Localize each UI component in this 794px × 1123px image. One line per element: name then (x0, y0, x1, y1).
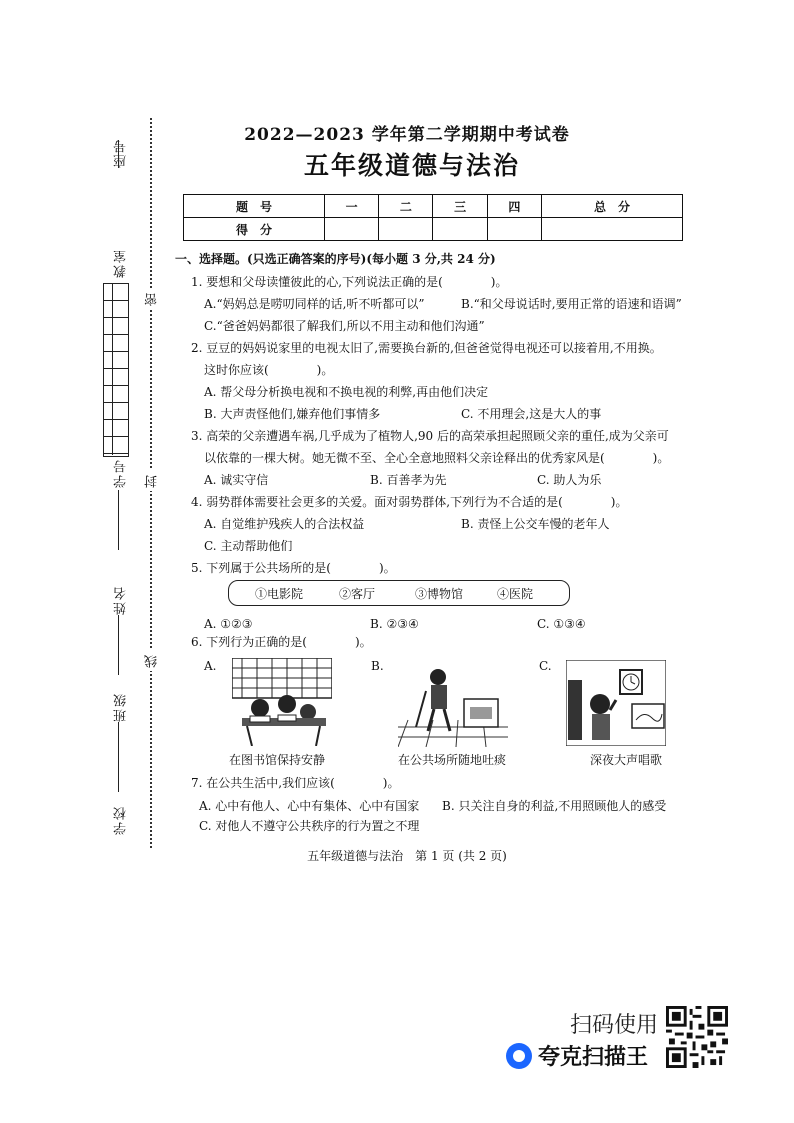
score-table-header-row (184, 195, 683, 218)
score-input-cell[interactable] (379, 218, 433, 241)
seat-no-label: 座号 (114, 138, 129, 168)
qr-code-icon[interactable] (666, 1006, 728, 1068)
score-table-score-row (184, 218, 683, 241)
q5-place-1: ①电影院 (255, 587, 304, 601)
q1-option-c[interactable]: C.“爸爸妈妈都很了解我们,所以不用主动和他们沟通” (204, 319, 485, 333)
seal-char-3: 线 (143, 650, 162, 671)
spitting-illustration (398, 665, 508, 747)
singing-illustration (566, 660, 666, 746)
section1-heading: 一、选择题。(只选正确答案的序号)(每小题 3 分,共 24 分) (175, 252, 496, 266)
q6-option-b-label[interactable]: B. (371, 659, 384, 673)
q7-option-b[interactable]: B. 只关注自身的利益,不用照顾他人的感受 (442, 799, 667, 813)
score-table-cell: 总 分 (541, 195, 682, 218)
score-input-cell[interactable] (433, 218, 487, 241)
q3-option-a[interactable]: A. 诚实守信 (204, 473, 269, 487)
score-table-cell: 四 (487, 195, 541, 218)
score-table-cell: 三 (433, 195, 487, 218)
quark-logo-icon (506, 1043, 532, 1069)
q1-option-b[interactable]: B.“和父母说话时,要用正常的语速和语调” (461, 297, 682, 311)
q4-option-c[interactable]: C. 主动帮助他们 (204, 539, 293, 553)
q3-option-b[interactable]: B. 百善孝为先 (370, 473, 447, 487)
class-line (118, 722, 119, 792)
seal-char-2: 封 (143, 470, 162, 491)
exam-title: 2022—2023 学年第二学期期中考试卷 (244, 125, 570, 145)
q4-option-b[interactable]: B. 责怪上公交车慢的老年人 (461, 517, 610, 531)
score-table-cell: 二 (379, 195, 433, 218)
q5-places-box (228, 580, 570, 606)
school-label: 学校 (114, 805, 129, 835)
q5-option-c[interactable]: C. ①③④ (537, 617, 586, 631)
q3-option-c[interactable]: C. 助人为乐 (537, 473, 602, 487)
q6-stem: 6. 下列行为正确的是( )。 (191, 635, 372, 649)
q3-stem-cont: 以依靠的一棵大树。她无微不至、全心全意地照料父亲诠释出的优秀家风是( )。 (204, 451, 670, 465)
q5-place-4: ④医院 (497, 587, 534, 601)
subject-title: 五年级道德与法治 (303, 151, 520, 180)
score-input-cell[interactable] (324, 218, 378, 241)
q2-stem-cont: 这时你应该( )。 (204, 363, 334, 377)
score-table (183, 194, 683, 241)
student-no-boxes[interactable] (103, 283, 129, 457)
brand-name: 夸克扫描王 (538, 1045, 649, 1070)
student-no-line (118, 490, 119, 550)
q2-stem: 2. 豆豆的妈妈说家里的电视太旧了,需要换台新的,但爸爸觉得电视还可以接着用,不用换。 (191, 341, 662, 355)
scan-label: 扫码使用 (570, 1013, 659, 1038)
q2-option-b[interactable]: B. 大声责怪他们,嫌弃他们事情多 (204, 407, 381, 421)
q3-stem: 3. 高荣的父亲遭遇车祸,几乎成为了植物人,90 后的高荣承担起照顾父亲的重任,成为父亲可 (191, 429, 669, 443)
q6-option-c-label[interactable]: C. (539, 659, 552, 673)
q6-option-a-label[interactable]: A. (204, 659, 217, 673)
q1-stem: 1. 要想和父母读懂彼此的心,下列说法正确的是( )。 (191, 275, 508, 289)
q7-stem: 7. 在公共生活中,我们应该( )。 (191, 776, 400, 790)
name-line (118, 615, 119, 675)
q5-option-a[interactable]: A. ①②③ (204, 617, 253, 631)
library-illustration (232, 658, 332, 746)
q2-option-c[interactable]: C. 不用理会,这是大人的事 (461, 407, 602, 421)
q7-option-a[interactable]: A. 心中有他人、心中有集体、心中有国家 (199, 799, 420, 813)
q4-stem: 4. 弱势群体需要社会更多的关爱。面对弱势群体,下列行为不合适的是( )。 (191, 495, 628, 509)
q2-option-a[interactable]: A. 帮父母分析换电视和不换电视的利弊,再由他们决定 (204, 385, 489, 399)
score-input-cell[interactable] (487, 218, 541, 241)
q5-place-3: ③博物馆 (415, 587, 464, 601)
q5-place-2: ②客厅 (339, 587, 376, 601)
student-no-label: 学号 (114, 458, 129, 488)
q1-option-a[interactable]: A.“妈妈总是唠叨同样的话,听不听都可以” (204, 297, 425, 311)
score-input-cell[interactable] (541, 218, 682, 241)
student-no-box-divider (112, 283, 113, 455)
score-table-cell: 题 号 (184, 195, 325, 218)
q5-option-b[interactable]: B. ②③④ (370, 617, 419, 631)
score-table-cell: 一 (324, 195, 378, 218)
seal-char-1: 密 (143, 288, 162, 309)
class-label: 班级 (114, 692, 129, 722)
q6-option-b-caption: 在公共场所随地吐痰 (398, 753, 507, 767)
q4-option-a[interactable]: A. 自觉维护残疾人的合法权益 (204, 517, 365, 531)
name-label: 姓名 (114, 585, 129, 615)
q5-stem: 5. 下列属于公共场所的是( )。 (191, 561, 396, 575)
q6-option-c-caption: 深夜大声唱歌 (590, 753, 663, 767)
page-footer: 五年级道德与法治 第 1 页 (共 2 页) (307, 849, 507, 863)
score-table-cell: 得 分 (184, 218, 325, 241)
classroom-label: 教室 (114, 248, 129, 278)
q6-option-a-caption: 在图书馆保持安静 (229, 753, 326, 767)
q7-option-c[interactable]: C. 对他人不遵守公共秩序的行为置之不理 (199, 819, 420, 833)
